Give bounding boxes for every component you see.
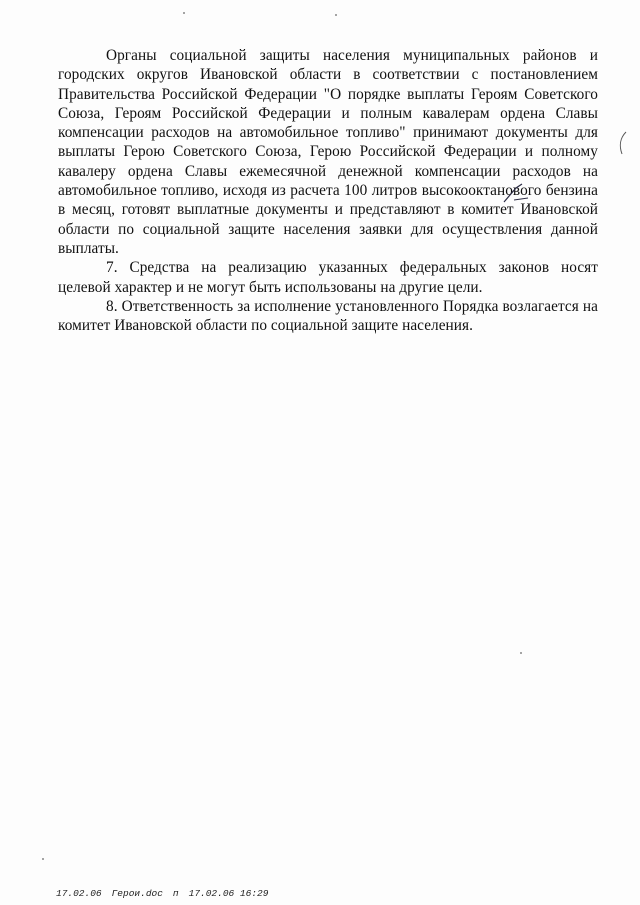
scan-speck xyxy=(335,14,337,16)
paragraph-item-8: 8. Ответственность за исполнение установленного Порядка возлагается на комитет Ивановской области по социальной защите населения. xyxy=(58,297,598,335)
scan-speck xyxy=(520,652,522,654)
scan-speck xyxy=(42,858,44,860)
footer-marker: п xyxy=(172,888,179,899)
footer-file-stamp xyxy=(56,888,268,899)
footer-timestamp: 17.02.06 16:29 xyxy=(188,888,269,899)
footer-date: 17.02.06 xyxy=(56,888,102,899)
paragraph-organs: Органы социальной защиты населения муниципальных районов и городских округов Ивановской области в соответствии с постановлением Правительства Российской Федерации "О порядке выплаты Героям Советского Союза, Героям Российской Федерации и полным кавалерам ордена Славы компенсации расходов на автомобильное топливо" принимают документы для выплаты Герою Советского Союза, Герою Российской Федерации и полному кавалеру ордена Славы ежемесячной денежной компенсации расходов на автомобильное топливо, исходя из расчета 100 литров высокооктанового бензина в месяц, готовят выплатные документы и представляют в комитет Ивановской области по социальной защите населения заявки для осуществления данной выплаты. xyxy=(58,47,598,257)
footer-file-name: Герои.doc xyxy=(111,888,163,899)
document-body xyxy=(58,46,598,335)
paragraph-item-7: 7. Средства на реализацию указанных федеральных законов носят целевой характер и не могут быть использованы на другие цели. xyxy=(58,259,598,296)
scan-speck xyxy=(183,12,185,14)
margin-scribble-mark xyxy=(616,130,630,156)
